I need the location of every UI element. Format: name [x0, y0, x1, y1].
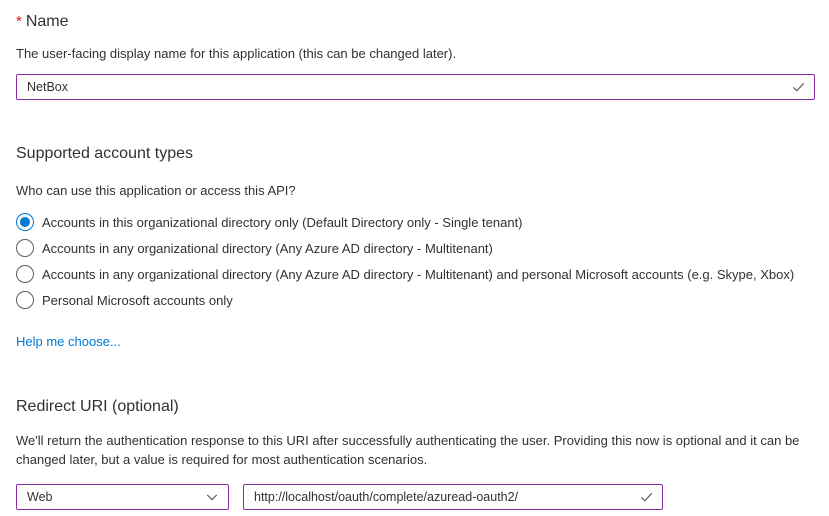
name-heading-label: Name [25, 13, 69, 30]
name-input-container [16, 74, 815, 100]
redirect-uri-input-container [243, 484, 663, 510]
redirect-uri-description: We'll return the authentication response to this URI after successfully authenticating the user. Providing this now is optional and it can be changed later, but a value is required for most authentication scenarios. [16, 433, 800, 467]
name-section-heading [16, 12, 815, 32]
name-description: The user-facing display name for this application (this can be changed later). [16, 46, 457, 61]
radio-option-multitenant-personal[interactable] [16, 265, 815, 283]
name-input[interactable] [16, 74, 815, 100]
radio-option-multitenant[interactable] [16, 239, 815, 257]
redirect-uri-input[interactable] [243, 484, 663, 510]
platform-select-value: Web [27, 490, 53, 504]
chevron-down-icon [205, 490, 219, 504]
radio-button[interactable] [16, 213, 34, 231]
radio-option-label: Accounts in any organizational directory (Any Azure AD directory - Multitenant) [42, 240, 493, 256]
help-me-choose-link[interactable]: Help me choose... [16, 334, 121, 349]
radio-option-label: Personal Microsoft accounts only [42, 292, 233, 308]
radio-button[interactable] [16, 265, 34, 283]
radio-button[interactable] [16, 239, 34, 257]
radio-option-single-tenant[interactable] [16, 213, 815, 231]
redirect-uri-row [16, 484, 815, 510]
account-types-heading: Supported account types [16, 145, 194, 162]
required-asterisk: * [16, 13, 22, 30]
redirect-uri-heading: Redirect URI (optional) [16, 398, 179, 415]
account-types-question: Who can use this application or access this API? [16, 183, 296, 198]
radio-option-personal-only[interactable] [16, 291, 815, 309]
account-types-radio-group [16, 213, 815, 309]
platform-select[interactable] [16, 484, 229, 510]
radio-button[interactable] [16, 291, 34, 309]
radio-option-label: Accounts in any organizational directory (Any Azure AD directory - Multitenant) and personal Microsoft accounts (e.g. Skype, Xbox) [42, 266, 795, 282]
radio-option-label: Accounts in this organizational directory only (Default Directory only - Single tenant) [42, 214, 523, 230]
